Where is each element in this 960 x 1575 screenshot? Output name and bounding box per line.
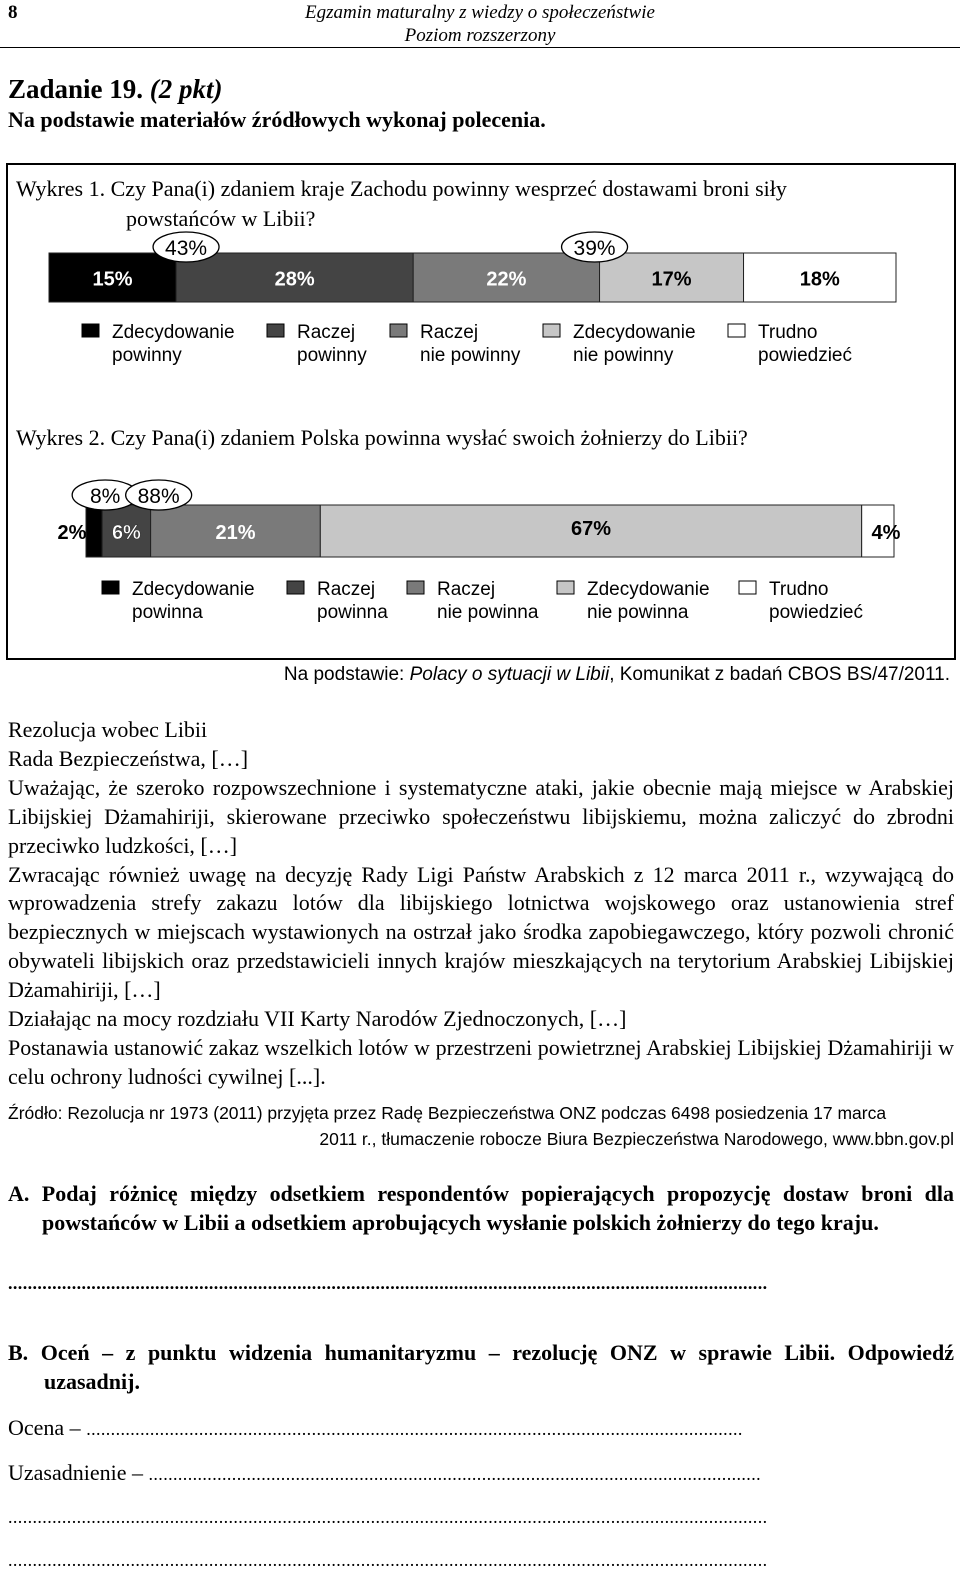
legend-label: powinny [297,345,367,366]
legend-label: Raczej [437,579,496,600]
legend-label: Raczej [420,322,479,343]
question-b [8,1338,954,1575]
legend-label: Zdecydowanie [573,322,696,343]
bar-segment [86,505,102,557]
legend-label: nie powinna [587,602,689,623]
legend-swatch [407,581,424,594]
answer-line-b[interactable]: ........................................................................................................................................................... [8,1550,768,1570]
resolution-heading: Rezolucja wobec Libii [8,717,208,742]
task-instruction: Na podstawie materiałów źródłowych wykonaj polecenia. [8,107,546,132]
legend-label: Zdecydowanie [587,579,710,600]
bar-value-label: 17% [651,268,692,291]
legend-swatch [739,581,756,594]
bar-value-label: 4% [871,522,901,544]
legend-label: Trudno [769,579,829,600]
exam-level: Poziom rozszerzony [404,25,556,46]
legend-swatch [728,324,745,337]
legend-label: powiedzieć [769,602,863,623]
group-label: 43% [165,237,208,260]
charts-svg [0,0,960,660]
answer-line-a[interactable]: ........................................................................................................................................................... [8,1273,768,1293]
chart-source-suffix: , Komunikat z badań CBOS BS/47/2011. [609,664,950,685]
resolution-paragraph: Działając na mocy rozdziału VII Karty Narodów Zjednoczonych, […] [8,1006,627,1032]
page-number: 8 [8,2,18,23]
resolution-paragraph: Postanawia ustanowić zakaz wszelkich lotów w przestrzeni powietrznej Arabskiej Libijskiej Dżamahiriji w celu ochrony ludności cywilnej [...]. [8,1034,954,1089]
chart1-title-line2: powstańców w Libii? [126,206,316,231]
legend-swatch [543,324,560,337]
chart-source-prefix: Na podstawie: [283,664,410,685]
legend-label: Raczej [317,579,376,600]
group-label: 88% [137,485,180,508]
bar-value-label: 28% [274,268,315,291]
resolution-source-line2: 2011 r., tłumaczenie robocze Biura Bezpieczeństwa Narodowego, www.bbn.gov.pl [319,1129,954,1149]
ocena-label: Ocena – [8,1415,87,1440]
chart2-title: Wykres 2. Czy Pana(i) zdaniem Polska powinna wysłać swoich żołnierzy do Libii? [16,425,748,450]
legend-swatch [82,324,99,337]
resolution-source-line1: Źródło: Rezolucja nr 1973 (2011) przyjęta przez Radę Bezpieczeństwa ONZ podczas 6498 posiedzenia 17 marca [8,1103,887,1123]
bar-value-label: 6% [111,522,141,544]
uzasadnienie-answer-line[interactable]: ............................................................................................................................. [148,1464,761,1484]
resolution-paragraph: Zwracając również uwagę na decyzję Rady Ligi Państw Arabskich z 12 marca 2011 r., wzywającą do wprowadzenia strefy zakazu lotów dla libijskiego lotnictwa wojskowego oraz ustanowienia stref bezpiecznych w miejscach wystawionych na ostrzał jako środka zapobiegawczego, który pozwoli chronić obywateli libijskich oraz przedstawicieli innych krajów mieszkających na terytorium Arabskiej Libijskiej Dżamahiriji, […] [8,861,954,1003]
bar-value-label: 18% [799,268,840,291]
task-number: Zadanie 19. [8,74,144,104]
task-points: (2 pkt) [149,74,223,104]
legend-label: Raczej [297,322,356,343]
legend-label: nie powinny [573,345,674,366]
question-b-text: B. Oceń – z punktu widzenia humanitaryzmu – rezolucję ONZ w sprawie Libii. Odpowiedź uzasadnij. [8,1340,954,1394]
legend-swatch [557,581,574,594]
group-label: 39% [573,237,616,260]
resolution-paragraph: Rada Bezpieczeństwa, […] [8,745,249,771]
answer-line-b[interactable]: ........................................................................................................................................................... [8,1507,768,1527]
legend-label: nie powinny [420,345,521,366]
legend-label: Trudno [758,322,818,343]
legend-label: powiedzieć [758,345,852,366]
legend-swatch [267,324,284,337]
chart1-title-line1: Wykres 1. Czy Pana(i) zdaniem kraje Zachodu powinny wesprzeć dostawami broni siły [16,176,787,201]
legend-label: powinny [112,345,182,366]
legend-label: Zdecydowanie [112,322,235,343]
bar-value-label: 67% [570,518,612,540]
group-label: 8% [89,485,121,508]
question-a [8,1179,954,1298]
bar-value-label: 22% [486,268,527,291]
bar-value-label: 21% [215,522,256,544]
resolution-paragraph: Uważając, że szeroko rozpowszechnione i systematyczne ataki, jakie obecnie mają miejsce w Arabskiej Libijskiej Dżamahiriji, skierowane przeciwko społeczeństwu libijskiemu, można zaliczyć do zbrodni przeciwko ludzkości, […] [8,774,954,858]
bar-value-label: 15% [92,268,133,291]
legend-swatch [390,324,407,337]
ocena-row [8,1413,954,1444]
legend-swatch [102,581,119,594]
legend-swatch [287,581,304,594]
legend-label: powinna [132,602,203,623]
chart-source [0,664,950,686]
bar-value-label: 2% [57,522,87,544]
uzasadnienie-label: Uzasadnienie – [8,1460,149,1485]
exam-title: Egzamin maturalny z wiedzy o społeczeństwie [305,2,655,23]
question-a-text: A. Podaj różnicę między odsetkiem respondentów popierających propozycję dostaw broni dla powstańców w Libii a odsetkiem aprobujących wysłanie polskich żołnierzy do tego kraju. [8,1181,954,1235]
chart-source-title: Polacy o sytuacji w Libii [409,664,610,685]
resolution-text [8,716,954,1092]
ocena-answer-line[interactable]: ...................................................................................................................................... [86,1419,743,1439]
uzasadnienie-row [8,1458,954,1489]
resolution-source [8,1100,954,1152]
legend-label: Zdecydowanie [132,579,255,600]
legend-label: powinna [317,602,388,623]
legend-label: nie powinna [437,602,539,623]
